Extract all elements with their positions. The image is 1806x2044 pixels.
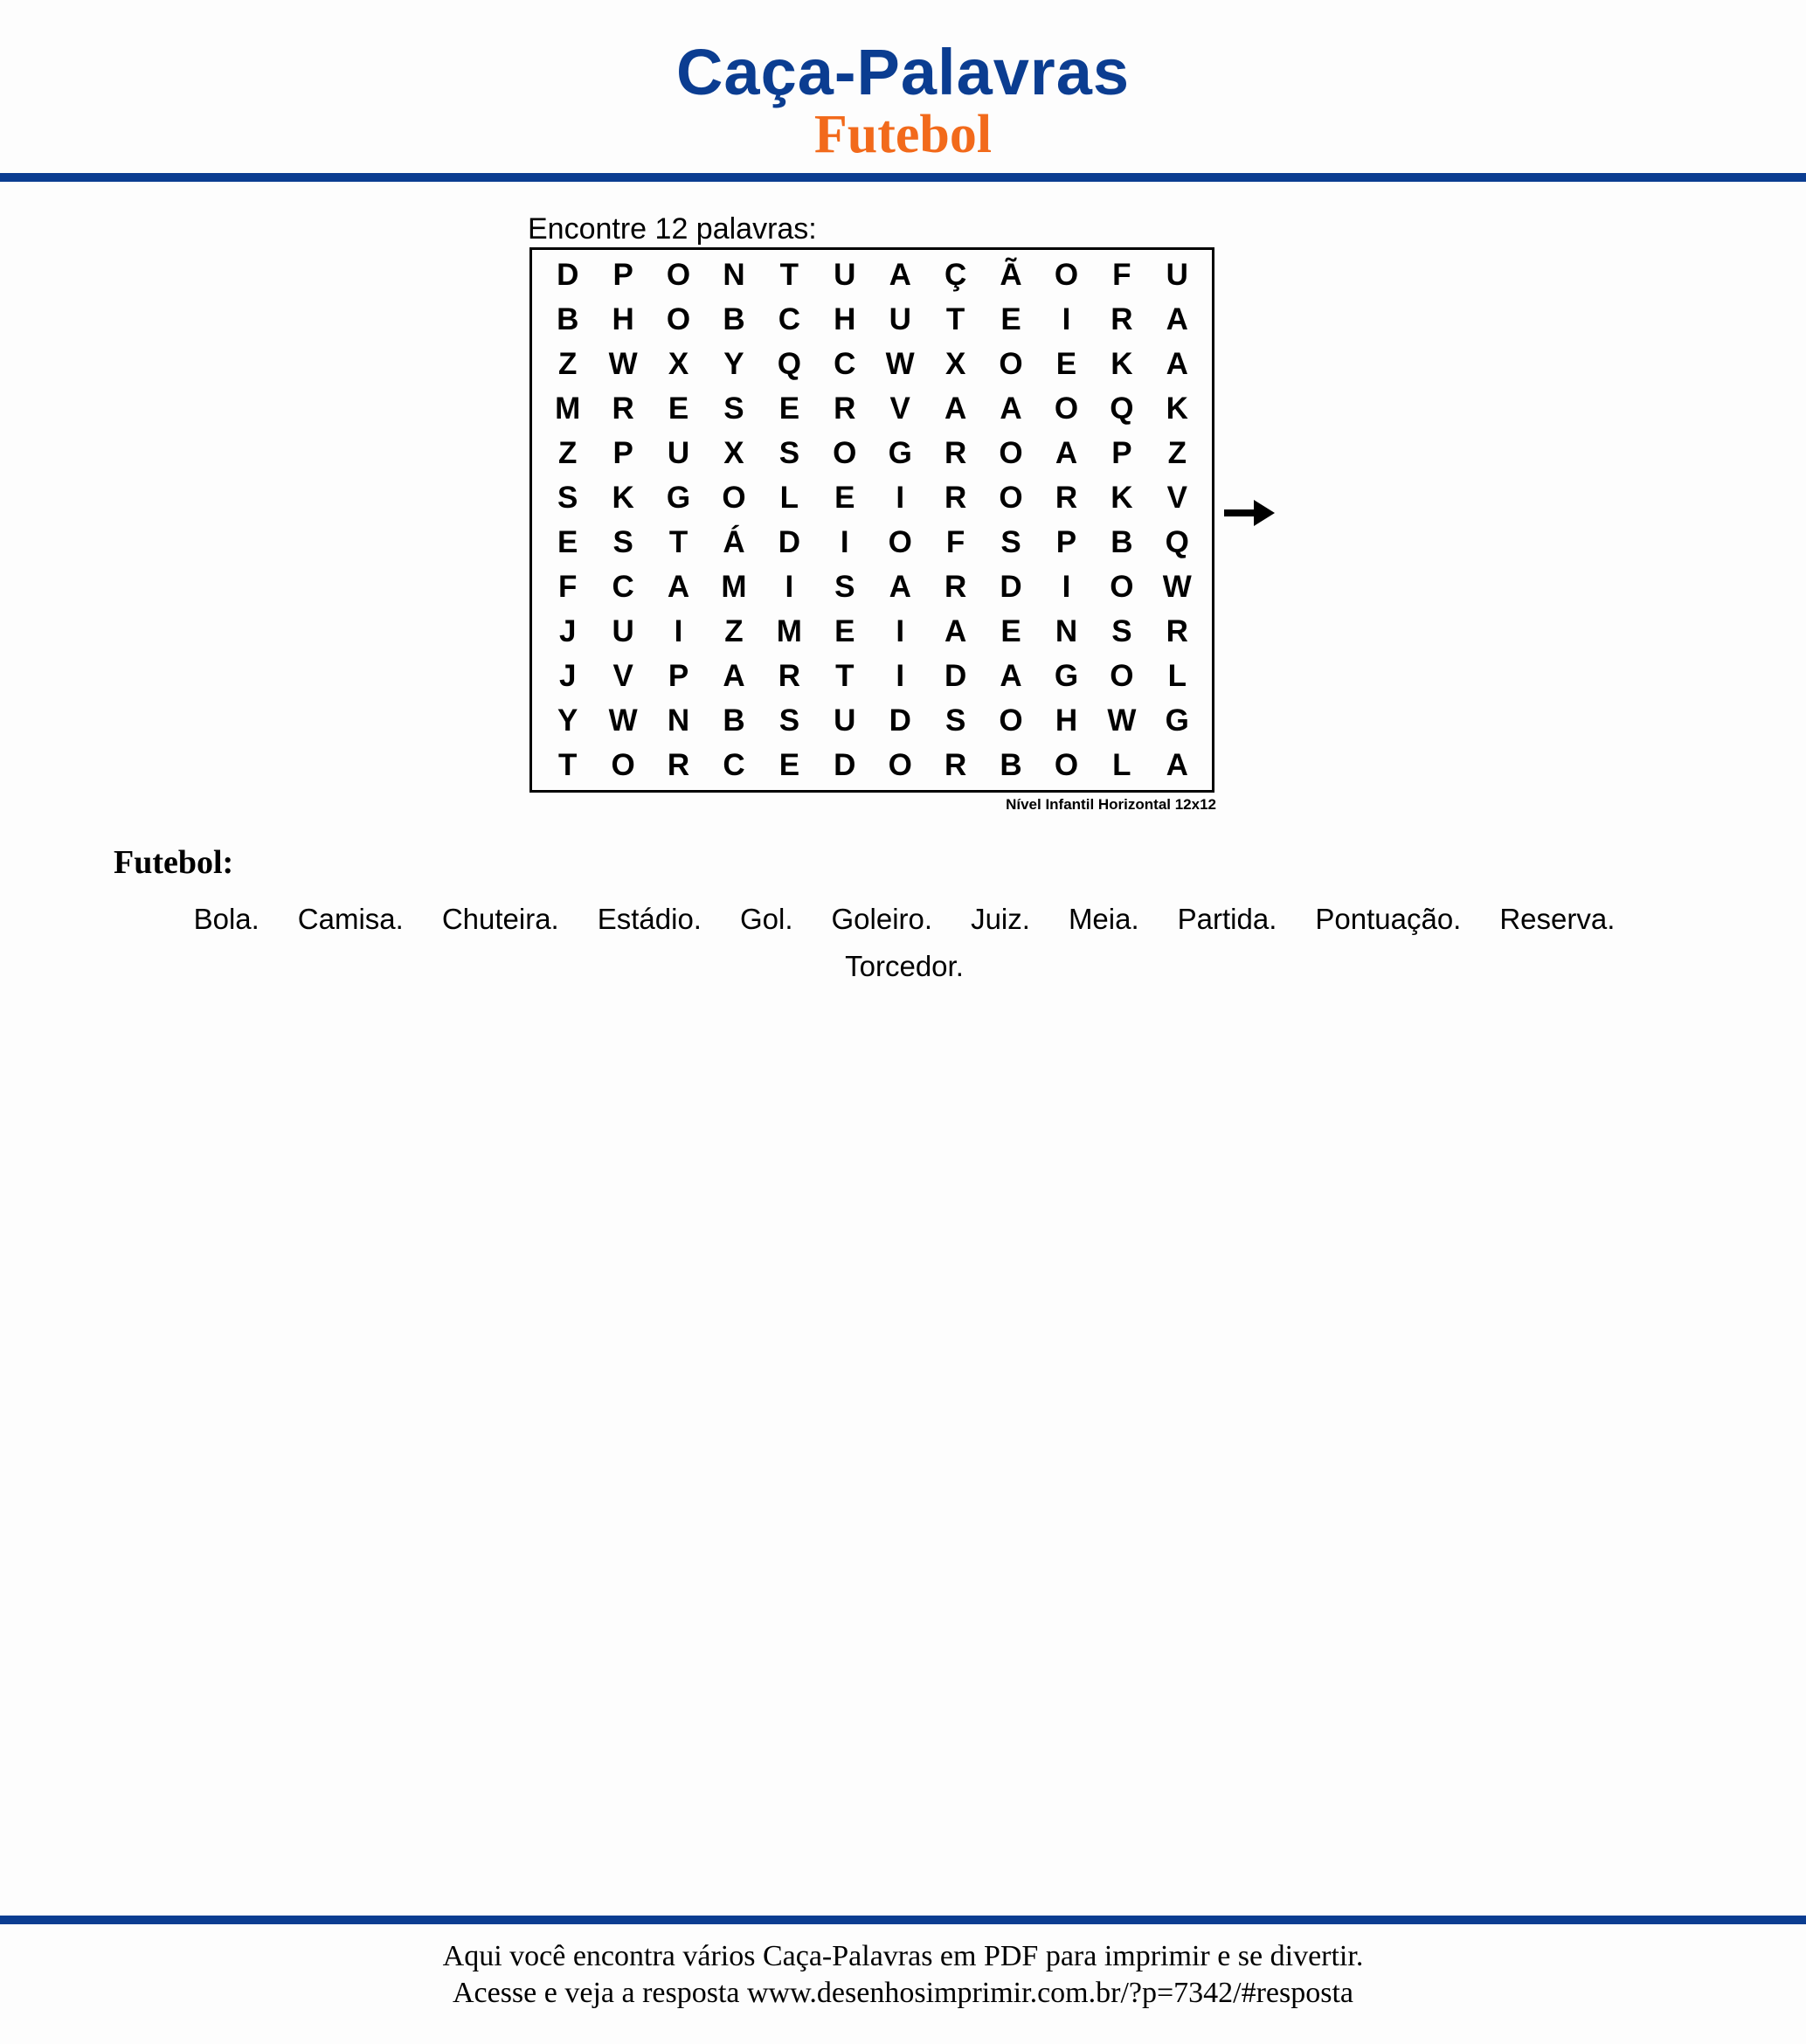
grid-cell[interactable]: O bbox=[999, 703, 1023, 738]
grid-cell[interactable]: G bbox=[1054, 658, 1079, 693]
page-subtitle: Futebol bbox=[813, 105, 993, 164]
grid-cell[interactable]: V bbox=[612, 658, 633, 693]
grid-cell[interactable]: C bbox=[723, 747, 745, 782]
grid-cell[interactable]: A bbox=[723, 658, 745, 693]
grid-cell[interactable]: V bbox=[889, 391, 910, 426]
grid-cell[interactable]: J bbox=[558, 613, 577, 648]
grid-cell[interactable]: U bbox=[1166, 257, 1188, 292]
grid-cell[interactable]: R bbox=[944, 569, 967, 604]
grid-cell[interactable]: I bbox=[896, 480, 905, 515]
grid-cell[interactable]: H bbox=[612, 301, 634, 336]
grid-cell[interactable]: R bbox=[944, 435, 967, 470]
grid-cell[interactable]: W bbox=[1107, 703, 1137, 738]
grid-cell[interactable]: G bbox=[666, 480, 691, 515]
grid-cell[interactable]: F bbox=[558, 569, 578, 604]
grid-cell[interactable]: P bbox=[612, 435, 633, 470]
word-list-title: Futebol: bbox=[114, 844, 234, 881]
word-list-item: Estádio. bbox=[597, 903, 702, 935]
grid-cell[interactable]: Z bbox=[1167, 435, 1187, 470]
grid-cell[interactable]: A bbox=[1166, 301, 1188, 336]
grid-cell[interactable]: T bbox=[668, 524, 688, 559]
word-list-item: Gol. bbox=[739, 903, 793, 935]
grid-cell[interactable]: D bbox=[1000, 569, 1022, 604]
grid-cell[interactable]: R bbox=[944, 747, 967, 782]
grid-cell[interactable]: N bbox=[1055, 613, 1078, 648]
grid-cell[interactable]: A bbox=[1000, 658, 1022, 693]
grid-cell[interactable]: I bbox=[896, 658, 905, 693]
grid-cell[interactable]: R bbox=[1166, 613, 1188, 648]
grid-cell[interactable]: D bbox=[557, 257, 579, 292]
grid-cell[interactable]: Y bbox=[723, 346, 744, 381]
grid-cell[interactable]: N bbox=[723, 257, 745, 292]
grid-cell[interactable]: M bbox=[721, 569, 747, 604]
grid-cell[interactable]: R bbox=[612, 391, 634, 426]
grid-cell[interactable]: N bbox=[667, 703, 690, 738]
grid-cell[interactable]: F bbox=[945, 524, 965, 559]
grid-cell[interactable]: J bbox=[558, 658, 577, 693]
grid-cell[interactable]: R bbox=[778, 658, 800, 693]
grid-cell[interactable]: M bbox=[555, 391, 581, 426]
grid-cell[interactable]: E bbox=[1000, 613, 1021, 648]
header-divider bbox=[0, 173, 1806, 182]
grid-cell[interactable]: O bbox=[999, 346, 1023, 381]
grid-cell[interactable]: A bbox=[1166, 747, 1188, 782]
grid-cell[interactable]: U bbox=[834, 703, 856, 738]
grid-cell[interactable]: U bbox=[889, 301, 911, 336]
grid-cell[interactable]: R bbox=[834, 391, 856, 426]
grid-cell[interactable]: W bbox=[885, 346, 915, 381]
grid-cell[interactable]: S bbox=[778, 435, 800, 470]
grid-cell[interactable]: A bbox=[889, 569, 911, 604]
grid-cell[interactable]: O bbox=[666, 257, 691, 292]
grid-cell[interactable]: I bbox=[840, 524, 849, 559]
grid-cell[interactable]: R bbox=[667, 747, 690, 782]
grid-cell[interactable]: P bbox=[1055, 524, 1077, 559]
grid-cell[interactable]: K bbox=[1111, 346, 1133, 381]
grid-cell[interactable]: G bbox=[1165, 703, 1189, 738]
grid-cell[interactable]: S bbox=[612, 524, 633, 559]
footer-divider bbox=[0, 1916, 1806, 1924]
word-list-item: Juiz. bbox=[971, 903, 1030, 935]
grid-cell[interactable]: S bbox=[557, 480, 578, 515]
difficulty-level-label: Nível Infantil Horizontal 12x12 bbox=[1006, 796, 1216, 813]
grid-cell[interactable]: E bbox=[557, 524, 578, 559]
grid-cell[interactable]: O bbox=[999, 435, 1023, 470]
grid-cell[interactable]: B bbox=[557, 301, 579, 336]
grid-cell[interactable]: B bbox=[723, 703, 745, 738]
grid-cell[interactable]: G bbox=[888, 435, 912, 470]
grid-cell[interactable]: E bbox=[834, 613, 855, 648]
grid-cell[interactable]: V bbox=[1166, 480, 1187, 515]
grid-cell[interactable]: I bbox=[1062, 301, 1071, 336]
grid-cell[interactable]: O bbox=[999, 480, 1023, 515]
grid-cell[interactable]: U bbox=[667, 435, 690, 470]
grid-cell[interactable]: B bbox=[1111, 524, 1133, 559]
grid-cell[interactable]: E bbox=[778, 391, 800, 426]
grid-cell[interactable]: Ã bbox=[1000, 257, 1022, 292]
grid-cell[interactable]: Q bbox=[1110, 391, 1134, 426]
grid-cell[interactable]: S bbox=[1000, 524, 1021, 559]
grid-cell[interactable]: T bbox=[558, 747, 578, 782]
grid-cell[interactable]: A bbox=[667, 569, 690, 604]
grid-cell[interactable]: P bbox=[1111, 435, 1132, 470]
footer bbox=[0, 1938, 1806, 2012]
word-list-item: Reserva. bbox=[1499, 903, 1616, 935]
footer-line-1: Aqui você encontra vários Caça-Palavras em PDF para imprimir e se divertir. bbox=[442, 1940, 1364, 1972]
grid-cell[interactable]: L bbox=[779, 480, 799, 515]
grid-cell[interactable]: X bbox=[945, 346, 966, 381]
grid-cell[interactable]: S bbox=[834, 569, 855, 604]
grid-cell[interactable]: E bbox=[778, 747, 800, 782]
grid-cell[interactable]: O bbox=[833, 435, 857, 470]
grid-cell[interactable]: E bbox=[1055, 346, 1077, 381]
grid-cell[interactable]: W bbox=[1162, 569, 1192, 604]
word-list-item: Torcedor. bbox=[845, 950, 964, 982]
grid-cell[interactable]: O bbox=[888, 524, 912, 559]
word-list-item: Meia. bbox=[1068, 903, 1139, 935]
grid-cell[interactable]: P bbox=[612, 257, 633, 292]
word-list-item: Chuteira. bbox=[441, 903, 559, 935]
grid-cell[interactable]: Z bbox=[558, 435, 578, 470]
word-list-item: Partida. bbox=[1177, 903, 1277, 935]
word-list-item: Bola. bbox=[193, 903, 259, 935]
grid-cell[interactable]: W bbox=[608, 703, 638, 738]
puzzle-instruction: Encontre 12 palavras: bbox=[528, 212, 817, 246]
word-list-item: Pontuação. bbox=[1315, 903, 1462, 935]
grid-cell[interactable]: I bbox=[896, 613, 905, 648]
grid-cell[interactable]: W bbox=[608, 346, 638, 381]
grid-cell[interactable]: I bbox=[1062, 569, 1071, 604]
grid-cell[interactable]: P bbox=[668, 658, 689, 693]
grid-cell[interactable]: Q bbox=[777, 346, 801, 381]
grid-cell[interactable]: E bbox=[1000, 301, 1021, 336]
grid-cell[interactable]: B bbox=[1000, 747, 1022, 782]
grid-cell[interactable]: B bbox=[723, 301, 745, 336]
word-list-item: Goleiro. bbox=[831, 903, 933, 935]
grid-cell[interactable]: I bbox=[785, 569, 794, 604]
grid-cell[interactable]: O bbox=[888, 747, 912, 782]
grid-cell[interactable]: A bbox=[1166, 346, 1188, 381]
footer-line-2: Acesse e veja a resposta www.desenhosimprimir.com.br/?p=7342/#resposta bbox=[452, 1977, 1354, 2009]
grid-cell[interactable]: A bbox=[944, 613, 967, 648]
grid-cell[interactable]: C bbox=[834, 346, 856, 381]
grid-cell[interactable]: Y bbox=[557, 703, 578, 738]
grid-cell[interactable]: D bbox=[778, 524, 800, 559]
grid-cell[interactable]: Z bbox=[558, 346, 578, 381]
grid-cell[interactable]: H bbox=[834, 301, 856, 336]
grid-cell[interactable]: S bbox=[945, 703, 966, 738]
grid-cell[interactable]: R bbox=[1055, 480, 1078, 515]
word-search-grid bbox=[529, 247, 1214, 793]
grid-cell[interactable]: Z bbox=[724, 613, 744, 648]
grid-cell[interactable]: R bbox=[1111, 301, 1133, 336]
grid-cell[interactable]: E bbox=[668, 391, 689, 426]
grid-cell[interactable]: Q bbox=[1165, 524, 1189, 559]
grid-cell[interactable]: E bbox=[834, 480, 855, 515]
grid-cell[interactable]: A bbox=[1000, 391, 1022, 426]
grid-cell[interactable]: T bbox=[945, 301, 965, 336]
grid-cell[interactable]: U bbox=[612, 613, 634, 648]
grid-cell[interactable]: O bbox=[666, 301, 691, 336]
grid-cell[interactable]: C bbox=[612, 569, 634, 604]
grid-cell[interactable]: A bbox=[1055, 435, 1078, 470]
grid-cell[interactable]: X bbox=[668, 346, 689, 381]
grid-cell[interactable]: D bbox=[889, 703, 911, 738]
grid-cell[interactable]: O bbox=[1110, 569, 1134, 604]
grid-cell[interactable]: O bbox=[722, 480, 746, 515]
grid-cell[interactable]: O bbox=[1054, 747, 1079, 782]
grid-cell[interactable]: K bbox=[1111, 480, 1133, 515]
grid-cell[interactable]: K bbox=[612, 480, 634, 515]
grid-cell[interactable]: T bbox=[835, 658, 855, 693]
grid-cell[interactable]: O bbox=[1054, 257, 1079, 292]
grid-cell[interactable]: X bbox=[723, 435, 744, 470]
grid-cell[interactable]: A bbox=[944, 391, 967, 426]
grid-cell[interactable]: S bbox=[723, 391, 744, 426]
grid-cell[interactable]: S bbox=[778, 703, 800, 738]
word-list bbox=[131, 896, 1678, 990]
grid-cell[interactable]: Á bbox=[723, 524, 745, 559]
grid-cell[interactable]: K bbox=[1166, 391, 1188, 426]
grid-cell[interactable]: I bbox=[674, 613, 683, 648]
grid-cell[interactable]: A bbox=[889, 257, 911, 292]
grid-cell[interactable]: O bbox=[611, 747, 635, 782]
grid-cell[interactable]: O bbox=[1110, 658, 1134, 693]
grid-cell[interactable]: L bbox=[1167, 658, 1187, 693]
grid-cell[interactable]: S bbox=[1111, 613, 1132, 648]
grid-cell[interactable]: U bbox=[834, 257, 856, 292]
grid-cell[interactable]: T bbox=[779, 257, 799, 292]
grid-cell[interactable]: D bbox=[944, 658, 967, 693]
grid-cell[interactable]: R bbox=[944, 480, 967, 515]
grid-cell[interactable]: D bbox=[834, 747, 856, 782]
grid-cell[interactable]: O bbox=[1054, 391, 1079, 426]
word-list-item: Camisa. bbox=[297, 903, 404, 935]
grid-cell[interactable]: F bbox=[1112, 257, 1131, 292]
grid-cell[interactable]: H bbox=[1055, 703, 1078, 738]
grid-cell[interactable]: M bbox=[776, 613, 802, 648]
grid-cell[interactable]: L bbox=[1112, 747, 1131, 782]
grid-cell[interactable]: Ç bbox=[944, 257, 967, 292]
page-title: Caça-Palavras bbox=[675, 36, 1131, 108]
grid-cell[interactable]: C bbox=[778, 301, 800, 336]
right-arrow-icon bbox=[1224, 500, 1275, 526]
